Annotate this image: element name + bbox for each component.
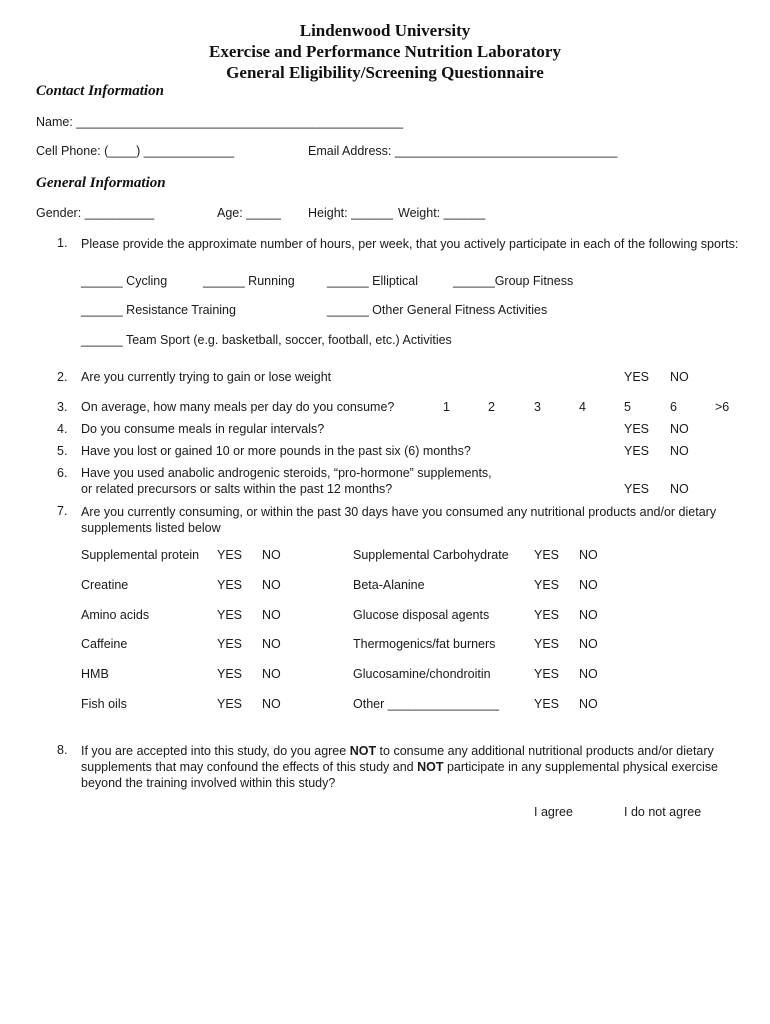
q6-number: 6. (57, 466, 68, 480)
q3-number: 3. (57, 400, 68, 414)
q7-yes-option[interactable]: YES (534, 637, 560, 651)
q8-text-part2: to consume any additional nutritional products and/or dietary supplements that may confound the effects of this study and (81, 744, 714, 774)
q3-option[interactable]: 4 (579, 400, 586, 414)
q7-no-option[interactable]: NO (262, 667, 281, 681)
q7-item-label: Caffeine (81, 637, 128, 651)
q7-no-option[interactable]: NO (262, 697, 281, 711)
q7-item-label: Beta-Alanine (353, 578, 425, 592)
q8-text-part1: If you are accepted into this study, do you agree (81, 744, 350, 758)
q8-emphasis-not: NOT (349, 744, 377, 758)
q7-yes-option[interactable]: YES (217, 667, 243, 681)
header-laboratory: Exercise and Performance Nutrition Laboratory (209, 42, 561, 61)
q7-no-option[interactable]: NO (262, 637, 281, 651)
q7-no-option[interactable]: NO (579, 697, 598, 711)
weight-field[interactable]: Weight: ______ (398, 206, 486, 220)
q1-running-field[interactable]: ______ Running (203, 274, 295, 288)
q7-item-label: Amino acids (81, 608, 150, 622)
q7-yes-option[interactable]: YES (217, 548, 243, 562)
q3-option[interactable]: 3 (534, 400, 541, 414)
q7-item-label: Fish oils (81, 697, 127, 711)
q7-no-option[interactable]: NO (579, 667, 598, 681)
q7-yes-option[interactable]: YES (534, 578, 560, 592)
q4-number: 4. (57, 422, 68, 436)
q8-text (81, 743, 741, 791)
q7-item-label: Supplemental protein (81, 548, 200, 562)
general-heading: General Information (36, 175, 166, 191)
q4-no-option[interactable]: NO (670, 422, 689, 436)
q6-text-line2: or related precursors or salts within the past 12 months? (81, 482, 393, 496)
header-questionnaire-title: General Eligibility/Screening Questionnaire (226, 63, 544, 82)
q7-no-option[interactable]: NO (579, 637, 598, 651)
q7-text: Are you currently consuming, or within the past 30 days have you consumed any nutritional products and/or dietary supplements listed below (81, 505, 717, 535)
q5-no-option[interactable]: NO (670, 444, 689, 458)
q3-option[interactable]: 5 (624, 400, 631, 414)
q7-item-label: Glucose disposal agents (353, 608, 490, 622)
q7-item-label: HMB (81, 667, 109, 681)
q7-item-label: Thermogenics/fat burners (353, 637, 496, 651)
q3-text: On average, how many meals per day do you consume? (81, 400, 395, 414)
q7-yes-option[interactable]: YES (534, 608, 560, 622)
q8-emphasis-not: NOT (417, 760, 444, 774)
q1-cycling-field[interactable]: ______ Cycling (81, 274, 168, 288)
q7-yes-option[interactable]: YES (534, 667, 560, 681)
q7-yes-option[interactable]: YES (217, 697, 243, 711)
q7-no-option[interactable]: NO (262, 608, 281, 622)
header-university: Lindenwood University (299, 21, 471, 40)
q1-team-sport-field[interactable]: ______ Team Sport (e.g. basketball, soccer, football, etc.) Activities (81, 333, 452, 347)
q7-yes-option[interactable]: YES (217, 608, 243, 622)
q7-yes-option[interactable]: YES (217, 637, 243, 651)
q1-resistance-field[interactable]: ______ Resistance Training (81, 303, 236, 317)
q8-text-part3: participate in any supplemental physical exercise beyond the training involved within this study? (81, 760, 718, 790)
q2-yes-option[interactable]: YES (624, 370, 650, 384)
q6-no-option[interactable]: NO (670, 482, 689, 496)
height-field[interactable]: Height: ______ (308, 206, 393, 220)
q7-no-option[interactable]: NO (579, 608, 598, 622)
q6-yes-option[interactable]: YES (624, 482, 650, 496)
q7-item-label: Creatine (81, 578, 129, 592)
q1-number: 1. (57, 236, 68, 250)
gender-field[interactable]: Gender: __________ (36, 206, 155, 220)
q7-yes-option[interactable]: YES (217, 578, 243, 592)
q2-number: 2. (57, 370, 68, 384)
q7-item-label: Supplemental Carbohydrate (353, 548, 509, 562)
name-field[interactable]: Name: _______________________________________________ (36, 115, 404, 129)
q5-yes-option[interactable]: YES (624, 444, 650, 458)
q4-text: Do you consume meals in regular intervals? (81, 422, 325, 436)
q7-no-option[interactable]: NO (262, 548, 281, 562)
q3-option[interactable]: 1 (443, 400, 450, 414)
q7-other-field[interactable]: Other ________________ (353, 697, 499, 711)
q2-no-option[interactable]: NO (670, 370, 689, 384)
q7-yes-option[interactable]: YES (534, 697, 560, 711)
age-field[interactable]: Age: _____ (217, 206, 281, 220)
q7-no-option[interactable]: NO (579, 548, 598, 562)
q1-text: Please provide the approximate number of hours, per week, that you actively participate in each of the following sports: (81, 237, 739, 251)
q7-no-option[interactable]: NO (579, 578, 598, 592)
q8-disagree-option[interactable]: I do not agree (624, 805, 702, 819)
contact-heading: Contact Information (36, 83, 164, 99)
q1-other-fitness-field[interactable]: ______ Other General Fitness Activities (327, 303, 548, 317)
q7-item-label: Glucosamine/chondroitin (353, 667, 491, 681)
q3-option[interactable]: >6 (715, 400, 730, 414)
q6-text-line1: Have you used anabolic androgenic steroids, “pro-hormone” supplements, (81, 466, 492, 480)
q2-text: Are you currently trying to gain or lose weight (81, 370, 332, 384)
q3-option[interactable]: 6 (670, 400, 677, 414)
q1-group-fitness-field[interactable]: ______Group Fitness (453, 274, 574, 288)
email-field[interactable]: Email Address: ________________________________ (308, 144, 618, 158)
cell-phone-field[interactable]: Cell Phone: (____) _____________ (36, 144, 235, 158)
q7-yes-option[interactable]: YES (534, 548, 560, 562)
q1-elliptical-field[interactable]: ______ Elliptical (327, 274, 419, 288)
q4-yes-option[interactable]: YES (624, 422, 650, 436)
q5-number: 5. (57, 444, 68, 458)
q7-no-option[interactable]: NO (262, 578, 281, 592)
q8-number: 8. (57, 743, 68, 757)
q8-agree-option[interactable]: I agree (534, 805, 573, 819)
q7-number: 7. (57, 504, 68, 518)
q3-option[interactable]: 2 (488, 400, 495, 414)
q5-text: Have you lost or gained 10 or more pounds in the past six (6) months? (81, 444, 471, 458)
